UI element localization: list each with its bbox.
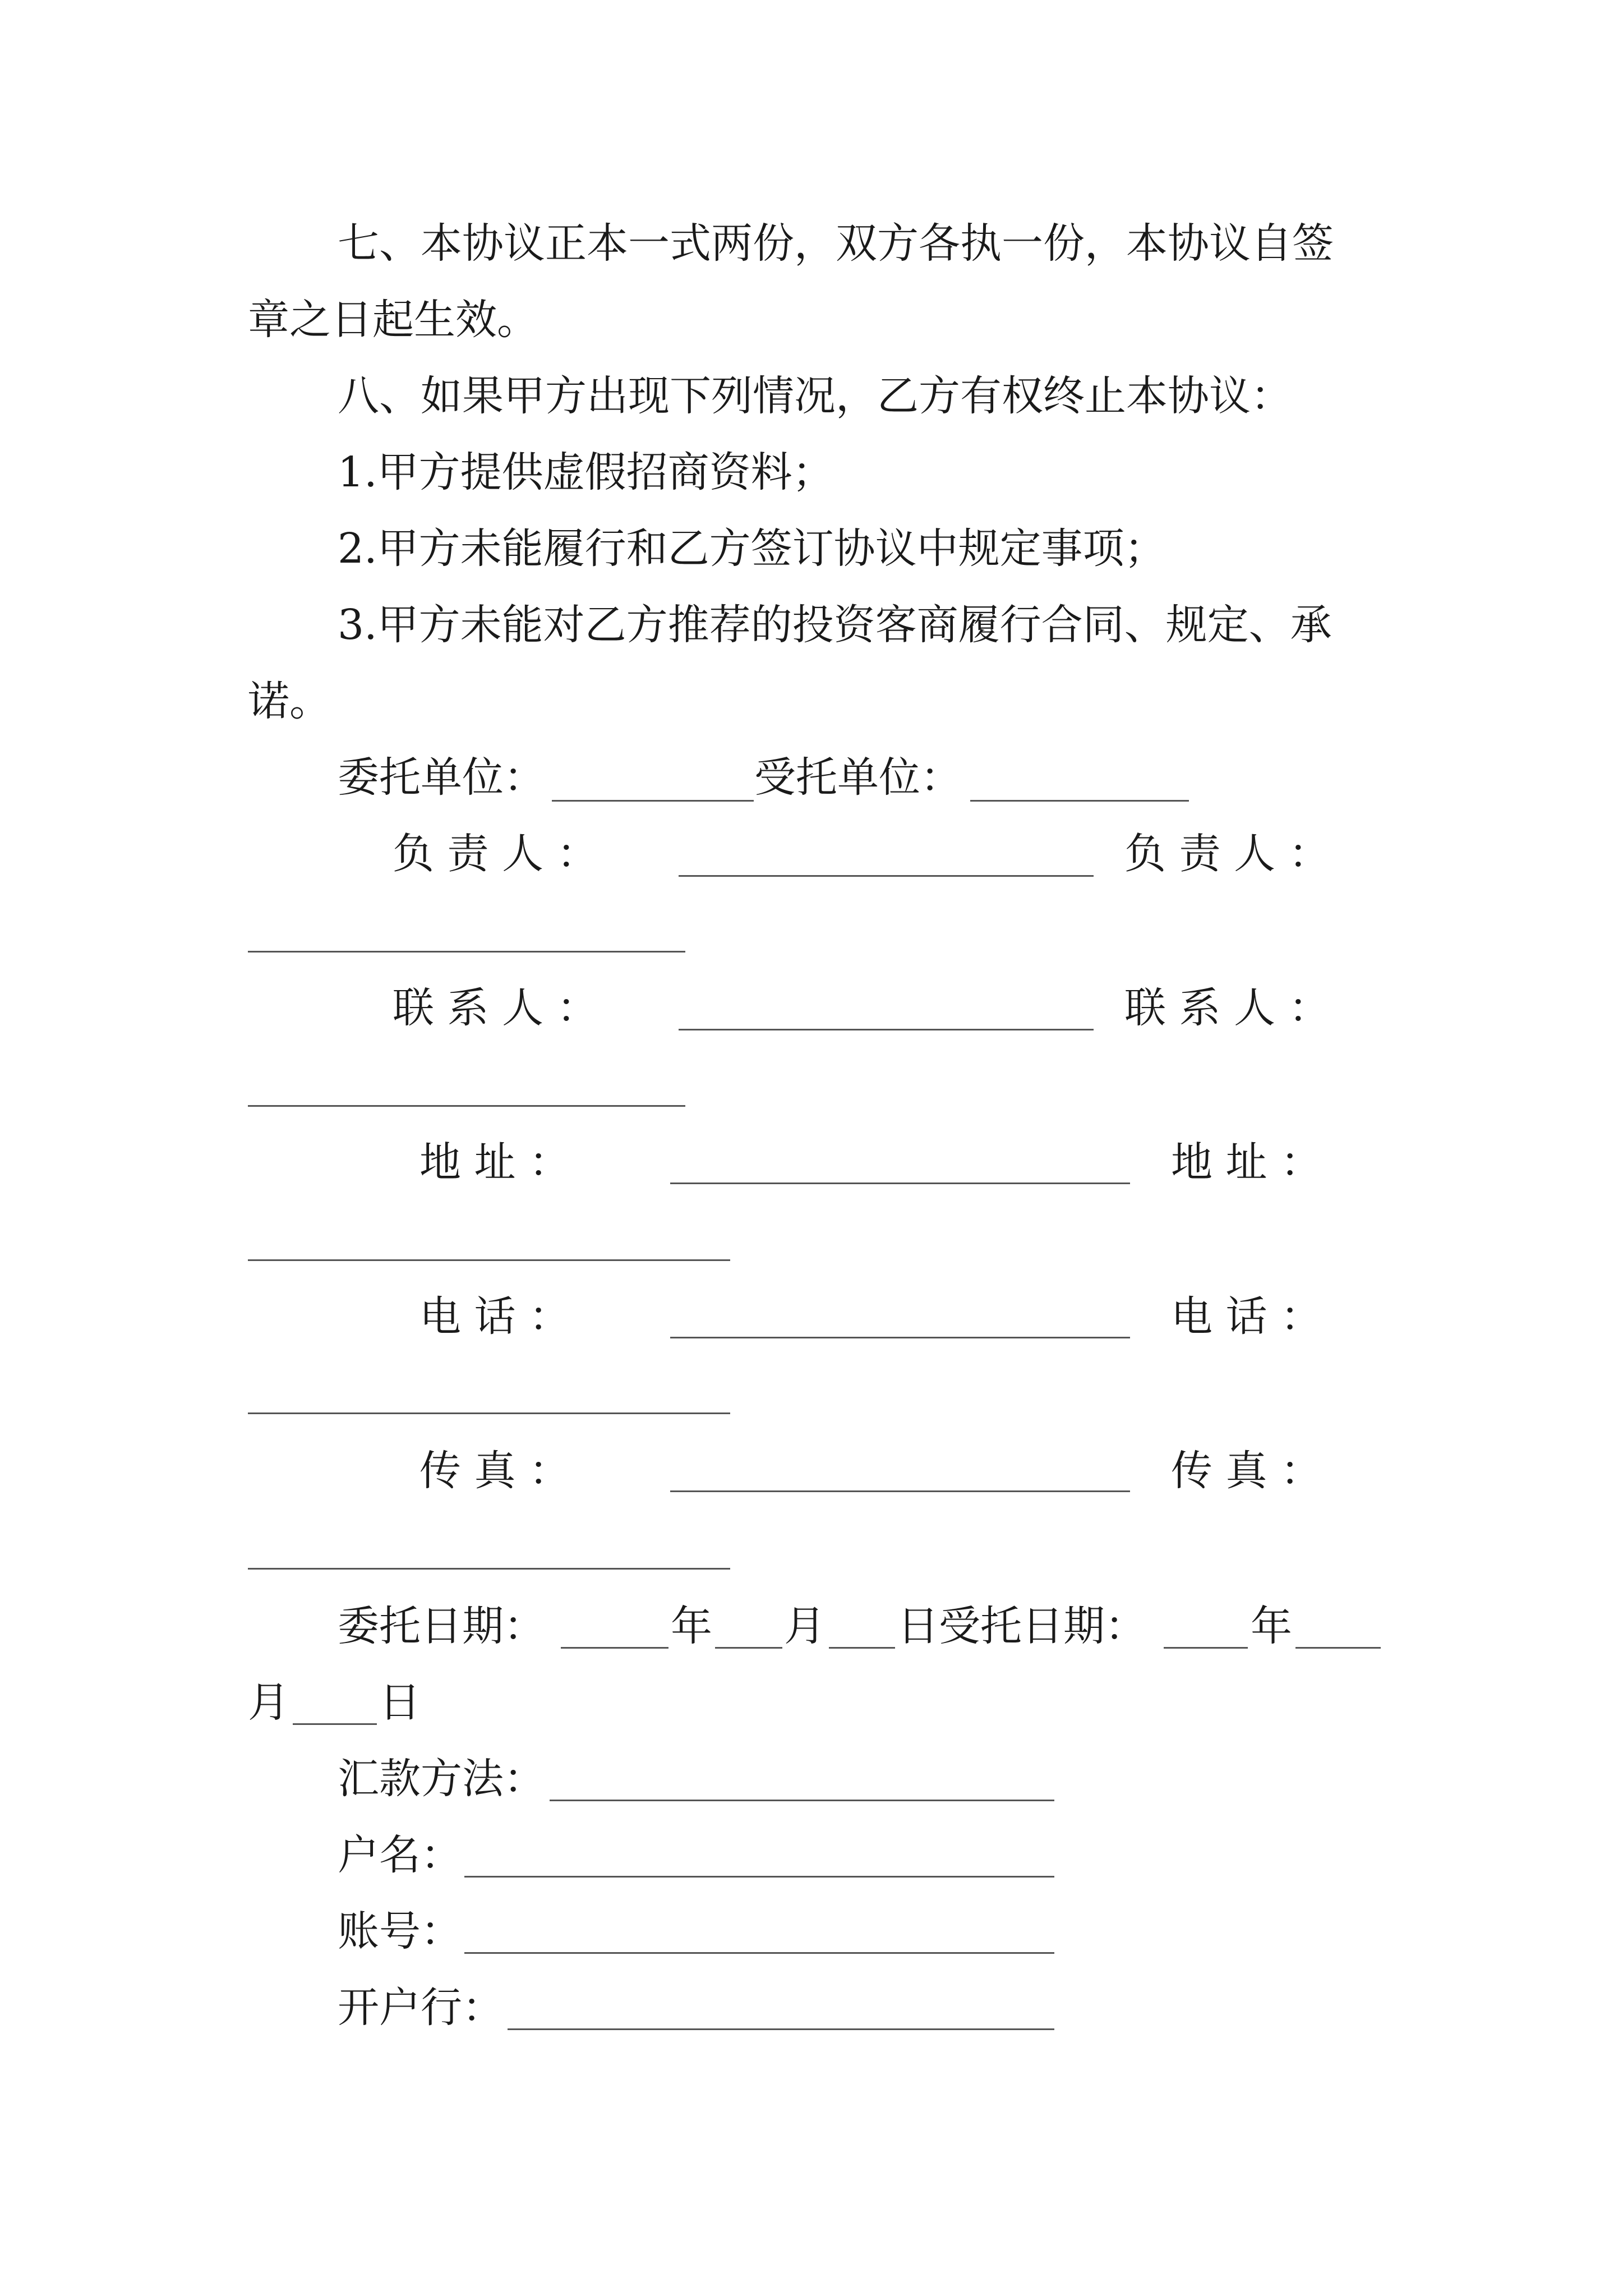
clause-8-item-3-line-2: 诺。 [248, 677, 331, 725]
client-unit-blank[interactable] [552, 800, 754, 802]
agent-contact-label: 联 系 人 ： [1124, 984, 1330, 1032]
agent-unit-blank[interactable] [970, 800, 1189, 802]
agent-date-day-blank[interactable] [293, 1723, 377, 1725]
client-date-day-blank[interactable] [829, 1647, 895, 1649]
clause-8-item-3-line-1: 3.甲方未能对乙方推荐的投资客商履行合同、规定、承 [338, 601, 1332, 649]
agent-phone-label: 电 话 ： [1171, 1292, 1322, 1341]
client-responsible-label: 负 责 人 ： [393, 830, 598, 878]
account-name-blank[interactable] [464, 1876, 1054, 1878]
clause-8-item-2: 2.甲方未能履行和乙方签订协议中规定事项； [338, 524, 1166, 573]
account-name-label: 户名： [338, 1831, 462, 1879]
agent-address-label: 地 址 ： [1171, 1138, 1322, 1186]
agent-fax-blank[interactable] [248, 1568, 730, 1570]
payment-method-label: 汇款方法： [338, 1755, 545, 1803]
client-date-month-blank[interactable] [715, 1647, 782, 1649]
clause-7-line-2: 章之日起生效。 [248, 296, 538, 344]
agent-contact-blank[interactable] [248, 1105, 685, 1107]
client-unit-label: 委托单位： [338, 753, 545, 802]
payment-method-blank[interactable] [550, 1800, 1054, 1801]
clause-7-line-1: 七、本协议正本一式两份，双方各执一份，本协议自签 [338, 219, 1334, 268]
clause-8-intro: 八、如果甲方出现下列情况，乙方有权终止本协议： [338, 372, 1292, 420]
account-number-blank[interactable] [464, 1952, 1054, 1954]
bank-blank[interactable] [508, 2028, 1054, 2030]
agent-date-month-blank-part-1[interactable] [1295, 1647, 1381, 1649]
agent-date-label: 日受托日期： [897, 1602, 1146, 1650]
agent-date-year-label: 年 [1251, 1602, 1292, 1650]
client-address-blank[interactable] [670, 1182, 1130, 1184]
client-date-month-label: 月 [784, 1602, 826, 1650]
bank-label: 开户行： [338, 1984, 504, 2032]
client-fax-blank[interactable] [670, 1490, 1130, 1492]
client-address-label: 地 址 ： [419, 1138, 571, 1186]
agent-date-month-label: 月 [248, 1678, 289, 1727]
agent-fax-label: 传 真 ： [1171, 1447, 1322, 1495]
clause-8-item-1: 1.甲方提供虚假招商资料； [338, 448, 834, 496]
client-phone-label: 电 话 ： [419, 1292, 571, 1341]
agent-address-blank[interactable] [248, 1259, 730, 1261]
agent-unit-label: 受托单位： [754, 753, 962, 802]
client-fax-label: 传 真 ： [419, 1447, 571, 1495]
agent-phone-blank[interactable] [248, 1412, 730, 1414]
agent-date-day-label: 日 [379, 1678, 421, 1727]
agent-responsible-blank[interactable] [248, 951, 685, 953]
agent-date-year-blank[interactable] [1164, 1647, 1248, 1649]
client-date-label: 委托日期： [338, 1602, 545, 1650]
agent-responsible-label: 负 责 人 ： [1124, 830, 1330, 878]
client-date-year-blank[interactable] [561, 1647, 668, 1649]
client-responsible-blank[interactable] [679, 875, 1094, 877]
client-contact-blank[interactable] [679, 1029, 1094, 1030]
client-contact-label: 联 系 人 ： [393, 984, 598, 1032]
client-date-year-label: 年 [671, 1602, 712, 1650]
account-number-label: 账号： [338, 1907, 462, 1955]
client-phone-blank[interactable] [670, 1337, 1130, 1338]
